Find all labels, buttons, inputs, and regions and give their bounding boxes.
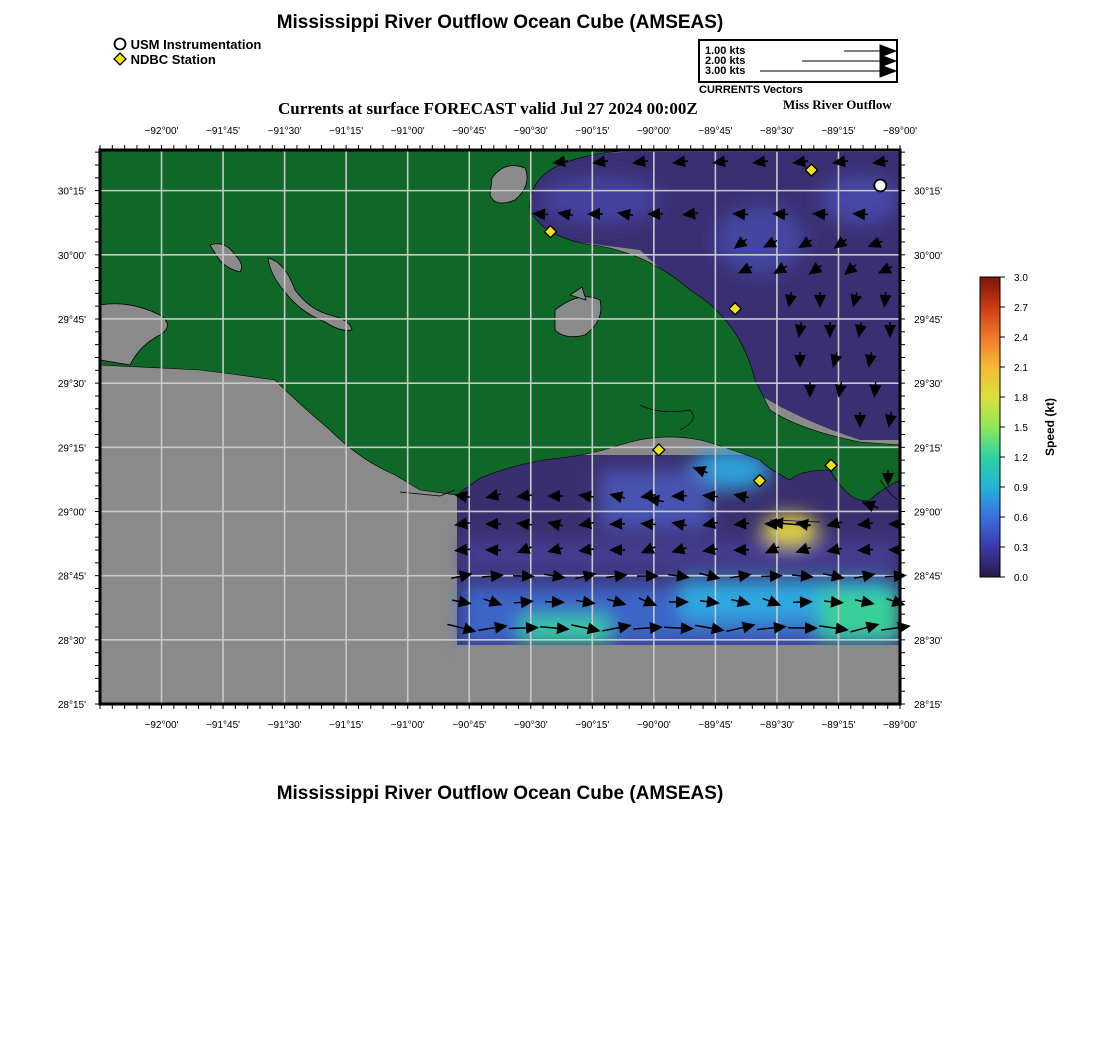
- lat-label-right-8: 28°15': [914, 700, 943, 711]
- lat-label-right-0: 30°15': [914, 186, 943, 198]
- colorbar-tick-5: 1.5: [1014, 423, 1028, 434]
- lat-label-right-2: 29°45': [914, 314, 943, 326]
- lon-label-top-0: −92°00': [144, 126, 179, 137]
- colorbar-ticks: [1000, 273, 1028, 584]
- lat-label-left-6: 28°45': [57, 571, 86, 583]
- lat-label-right-1: 30°00': [914, 250, 943, 262]
- lon-label-top-3: −91°15': [329, 126, 364, 137]
- colorbar-tick-7: 0.9: [1014, 483, 1028, 494]
- vector-key-1kt: 1.00 kts: [705, 45, 746, 57]
- colorbar-tick-9: 0.3: [1014, 543, 1028, 554]
- lon-label-bottom-12: −89°00': [883, 720, 917, 731]
- colorbar-label: Speed (kt): [1043, 397, 1057, 457]
- map-subtitle: Currents at surface FORECAST valid Jul 27 2024 00:00Z: [278, 99, 698, 118]
- lon-label-bottom-11: −89°15': [821, 720, 856, 731]
- vector-key-3kt: 3.00 kts: [705, 65, 746, 77]
- page-title: Mississippi River Outflow Ocean Cube (AMSEAS): [276, 12, 724, 33]
- lat-label-right-4: 29°15': [914, 443, 943, 455]
- lon-label-bottom-1: −91°45': [206, 720, 241, 731]
- lon-labels-top: [145, 126, 918, 137]
- colorbar-tick-6: 1.2: [1014, 453, 1028, 464]
- lon-label-bottom-2: −91°30': [267, 720, 302, 731]
- lon-labels-bottom: [145, 720, 918, 731]
- colorbar-tick-2: 2.4: [1014, 333, 1028, 344]
- legend-usm-label: USM Instrumentation: [130, 37, 262, 52]
- vector-key-2kt: 2.00 kts: [705, 55, 746, 67]
- lat-label-right-7: 28°30': [914, 635, 943, 647]
- colorbar-tick-1: 2.7: [1014, 303, 1028, 314]
- lon-label-top-9: −89°45': [698, 126, 733, 137]
- colorbar-tick-4: 1.8: [1014, 393, 1028, 404]
- lon-label-bottom-10: −89°30': [759, 720, 794, 731]
- lat-label-left-1: 30°00': [57, 250, 86, 262]
- lat-labels-right: [914, 187, 942, 711]
- lat-label-right-5: 29°00': [914, 507, 943, 519]
- page-title-bottom: Mississippi River Outflow Ocean Cube (AMSEAS): [276, 783, 724, 804]
- lon-label-top-10: −89°30': [759, 126, 794, 137]
- lat-label-left-3: 29°30': [57, 379, 86, 391]
- vector-key-caption: CURRENTS Vectors: [699, 84, 803, 96]
- lat-label-left-8: 28°15': [57, 700, 86, 711]
- lon-label-bottom-3: −91°15': [329, 720, 364, 731]
- lon-label-bottom-8: −90°00': [636, 720, 671, 731]
- colorbar-tick-10: 0.0: [1014, 573, 1028, 584]
- lon-label-top-7: −90°15': [575, 126, 610, 137]
- lat-label-left-2: 29°45': [57, 314, 86, 326]
- lat-label-right-3: 29°30': [914, 379, 943, 391]
- lon-label-top-11: −89°15': [821, 126, 856, 137]
- region-label: Miss River Outflow: [783, 97, 892, 112]
- lat-label-left-5: 29°00': [57, 507, 86, 519]
- lon-label-top-2: −91°30': [267, 126, 302, 137]
- lat-label-left-0: 30°15': [57, 186, 86, 198]
- lon-label-top-5: −90°45': [452, 126, 487, 137]
- lon-label-bottom-0: −92°00': [144, 720, 179, 731]
- lat-label-left-7: 28°30': [57, 635, 86, 647]
- lat-label-right-6: 28°45': [914, 571, 943, 583]
- lon-label-top-6: −90°30': [513, 126, 548, 137]
- lon-label-top-8: −90°00': [636, 126, 671, 137]
- colorbar-tick-0: 3.0: [1014, 273, 1028, 284]
- colorbar-tick-3: 2.1: [1014, 363, 1028, 374]
- lat-labels-left: [58, 187, 86, 711]
- lon-label-top-4: −91°00': [390, 126, 425, 137]
- lat-label-left-4: 29°15': [57, 443, 86, 455]
- legend-ndbc-label: NDBC Station: [130, 52, 216, 67]
- usm-station-marker-0: [874, 179, 886, 191]
- lon-label-bottom-7: −90°15': [575, 720, 610, 731]
- lon-label-bottom-6: −90°30': [513, 720, 548, 731]
- lon-label-bottom-9: −89°45': [698, 720, 733, 731]
- lon-label-top-12: −89°00': [883, 126, 917, 137]
- lon-label-bottom-5: −90°45': [452, 720, 487, 731]
- colorbar: [980, 277, 1000, 577]
- lon-label-top-1: −91°45': [206, 126, 241, 137]
- colorbar-tick-8: 0.6: [1014, 513, 1028, 524]
- lon-label-bottom-4: −91°00': [390, 720, 425, 731]
